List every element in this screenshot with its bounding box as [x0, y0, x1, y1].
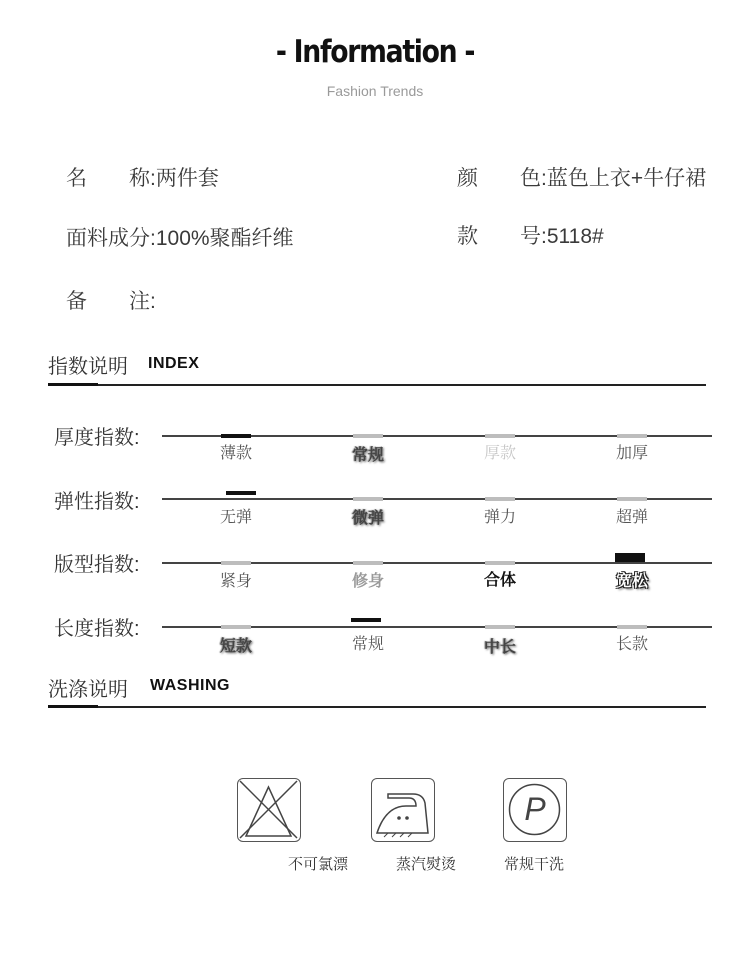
no-bleach-label: 不可氯漂	[288, 856, 349, 873]
washing-divider	[48, 706, 706, 708]
index-marker	[353, 434, 383, 438]
dry-clean-letter: P	[524, 791, 546, 827]
dry-clean-label: 常规干洗	[504, 856, 565, 873]
spec-fabric: 面料成分:100%聚酯纤维	[66, 227, 294, 250]
index-option: 长款	[615, 636, 648, 653]
index-option: 宽松	[615, 573, 648, 590]
index-marker	[353, 497, 383, 501]
index-divider	[48, 384, 706, 386]
index-marker	[221, 625, 251, 629]
index-option: 薄款	[219, 445, 252, 462]
index-option: 修身	[351, 573, 384, 590]
index-marker-selected	[226, 491, 256, 495]
index-marker	[617, 497, 647, 501]
index-label-fit: 版型指数:	[54, 554, 140, 576]
steam-iron-label: 蒸汽熨烫	[396, 856, 457, 873]
index-marker	[221, 561, 251, 565]
index-option: 微弹	[351, 510, 384, 527]
index-marker	[617, 625, 647, 629]
index-marker-selected	[351, 618, 381, 622]
dry-clean-icon	[503, 778, 567, 842]
index-marker-selected	[615, 553, 645, 562]
index-marker	[485, 561, 515, 565]
index-option: 弹力	[483, 509, 516, 526]
page-title: - Information -	[275, 34, 475, 70]
washing-divider-accent	[48, 705, 98, 708]
index-marker-selected	[221, 434, 251, 438]
index-divider-accent	[48, 383, 98, 386]
index-option: 加厚	[615, 445, 648, 462]
index-marker	[485, 434, 515, 438]
index-option: 常规	[351, 447, 384, 464]
spec-remark: 备 注:	[66, 290, 156, 313]
index-marker	[617, 434, 647, 438]
index-option: 厚款	[483, 445, 516, 462]
index-label-thickness: 厚度指数:	[54, 427, 140, 449]
steam-iron-icon	[371, 778, 435, 842]
spec-color: 颜 色:蓝色上衣+牛仔裙	[457, 167, 707, 190]
page-subtitle: Fashion Trends	[326, 83, 424, 99]
index-label-length: 长度指数:	[54, 618, 140, 640]
index-label-elasticity: 弹性指数:	[54, 491, 140, 513]
washing-section-subtitle: WASHING	[150, 677, 230, 694]
index-option: 短款	[219, 638, 252, 655]
spec-style-no: 款 号:5118#	[457, 225, 604, 248]
index-option: 超弹	[615, 509, 648, 526]
no-bleach-icon	[237, 778, 301, 842]
index-marker	[485, 625, 515, 629]
index-marker	[353, 561, 383, 565]
index-section-title: 指数说明	[48, 356, 128, 378]
index-option: 常规	[351, 636, 384, 653]
index-option: 紧身	[219, 573, 252, 590]
index-section-subtitle: INDEX	[148, 355, 200, 372]
washing-section-title: 洗涤说明	[48, 679, 128, 701]
index-option: 无弹	[219, 509, 252, 526]
index-option: 中长	[483, 639, 516, 656]
spec-name: 名 称:两件套	[66, 167, 219, 190]
index-marker	[485, 497, 515, 501]
index-option: 合体	[483, 572, 516, 589]
